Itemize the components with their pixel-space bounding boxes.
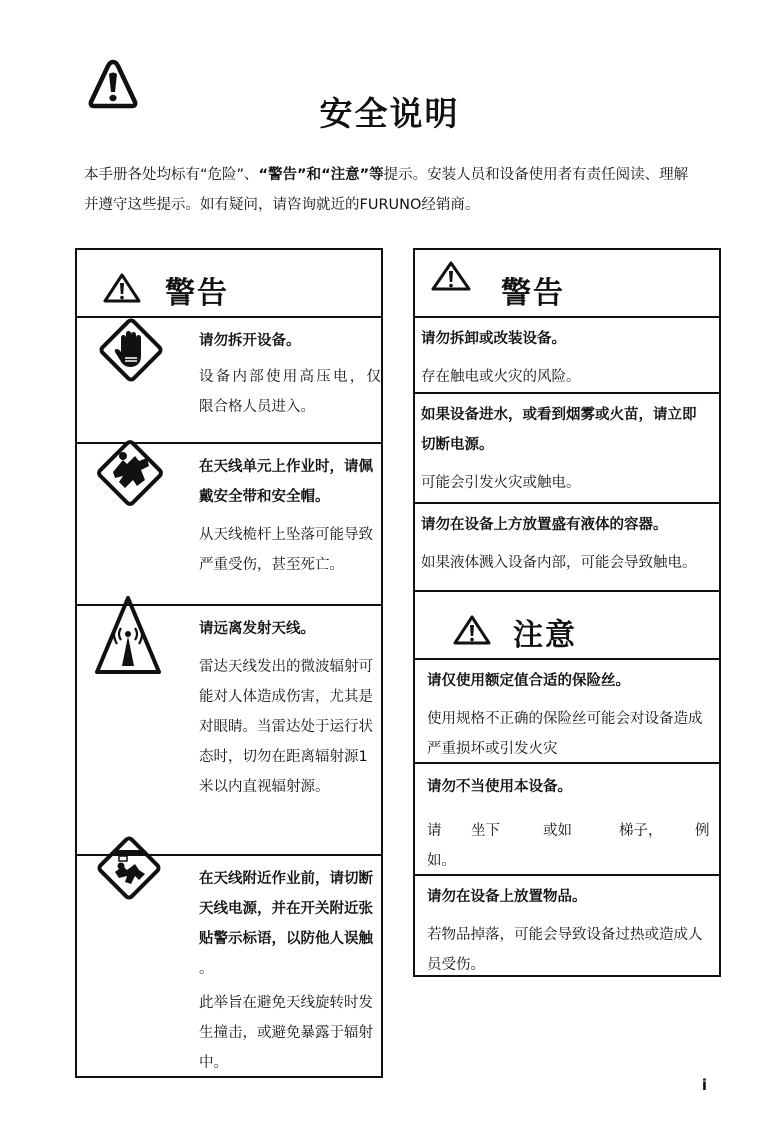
caution-header-icon (453, 614, 491, 646)
right-warning-header-label: 警告 (501, 276, 565, 311)
item-text: 例 (695, 823, 710, 839)
item-heading: 请勿拆开设备。 (199, 333, 301, 349)
item-text: 设备内部使用高压电，仅 (199, 369, 381, 385)
intro-line-1: 本手册各处均标有“危险”、“警告”和“注意”等提示。安装人员和设备使用者有责任阅读、理解 (84, 167, 689, 183)
warning-item-disassemble (77, 316, 381, 442)
caution-item-objects (415, 874, 719, 977)
item-heading: 请勿在设备上方放置盛有液体的容器。 (421, 517, 668, 533)
item-text: 此举旨在避免天线旋转时发 (199, 995, 373, 1011)
item-text: 如果液体溅入设备内部，可能会导致触电。 (421, 555, 697, 571)
warning-item-radiation (77, 604, 381, 856)
item-heading: 如果设备进水，或看到烟雾或火苗，请立即 (421, 407, 697, 423)
item-text: 如。 (427, 853, 456, 869)
item-text: 请 (427, 823, 442, 839)
warning-item-water-smoke (415, 392, 719, 504)
left-warning-header (77, 250, 381, 318)
item-heading: 请勿在设备上放置物品。 (427, 889, 587, 905)
intro-line-2: 并遵守这些提示。如有疑问，请咨询就近的FURUNO经销商。 (84, 197, 480, 213)
warning-header-icon (431, 260, 471, 292)
page-number: i (701, 1076, 707, 1094)
item-text: 或如 (543, 823, 572, 839)
item-text: 米以内直视辐射源。 (199, 779, 330, 795)
item-text: 能对人体造成伤害，尤其是 (199, 689, 373, 705)
warning-header-icon (103, 272, 141, 304)
item-text: 中。 (199, 1055, 228, 1071)
item-heading: 在天线单元上作业时，请佩 (199, 459, 373, 475)
caution-item-fuse (415, 658, 719, 762)
item-text: 生撞击，或避免暴露于辐射 (199, 1025, 373, 1041)
left-warning-header-label: 警告 (165, 276, 229, 311)
item-heading: 请远离发射天线。 (199, 621, 315, 637)
page-title: 安全说明 (319, 94, 460, 133)
item-heading: 请勿不当使用本设备。 (427, 779, 572, 795)
left-warning-panel (75, 248, 383, 1078)
item-text: 坐下 (471, 823, 500, 839)
item-text: 从天线桅杆上坠落可能导致 (199, 527, 373, 543)
item-heading: 请仅使用额定值合适的保险丝。 (427, 673, 630, 689)
right-warning-header (415, 250, 719, 318)
caution-header (415, 592, 719, 660)
item-text: 对眼睛。当雷达处于运行状 (199, 719, 373, 735)
rotating-antenna-icon (91, 830, 167, 908)
radiation-hazard-icon (93, 594, 163, 678)
item-heading: 切断电源。 (421, 437, 494, 453)
item-text: 可能会引发火灾或触电。 (421, 475, 581, 491)
warning-item-fall (77, 442, 381, 606)
warning-item-modify (415, 316, 719, 392)
item-text: 雷达天线发出的微波辐射可 (199, 659, 373, 675)
item-heading: 戴安全带和安全帽。 (199, 489, 330, 505)
item-text: 严重受伤，甚至死亡。 (199, 557, 344, 573)
warning-item-rotating-antenna (77, 854, 381, 1078)
item-heading: 请勿拆卸或改装设备。 (421, 331, 566, 347)
hand-stop-icon (95, 314, 167, 386)
caution-header-label: 注意 (513, 618, 577, 653)
caution-item-misuse (415, 762, 719, 876)
caution-panel (413, 590, 721, 977)
item-heading: 贴警示标语，以防他人误触 (199, 931, 373, 947)
item-text: 态时，切勿在距离辐射源1 (199, 749, 368, 765)
item-text: 员受伤。 (427, 957, 485, 973)
item-text: 使用规格不正确的保险丝可能会对设备造成 (427, 711, 703, 727)
intro-text (84, 160, 714, 220)
item-text: 严重损坏或引发火灾 (427, 741, 558, 757)
item-heading: 在天线附近作业前，请切断 (199, 871, 373, 887)
fall-hazard-icon (91, 434, 169, 512)
item-heading: 天线电源，并在开关附近张 (199, 901, 373, 917)
item-text: 限合格人员进入。 (199, 399, 315, 415)
item-text: 梯子， (619, 823, 663, 839)
item-text: 若物品掉落，可能会导致设备过热或造成人 (427, 927, 703, 943)
right-warning-panel (413, 248, 721, 592)
item-text: 存在触电或火灾的风险。 (421, 369, 581, 385)
warning-item-liquid (415, 502, 719, 592)
item-heading: 。 (199, 961, 214, 977)
